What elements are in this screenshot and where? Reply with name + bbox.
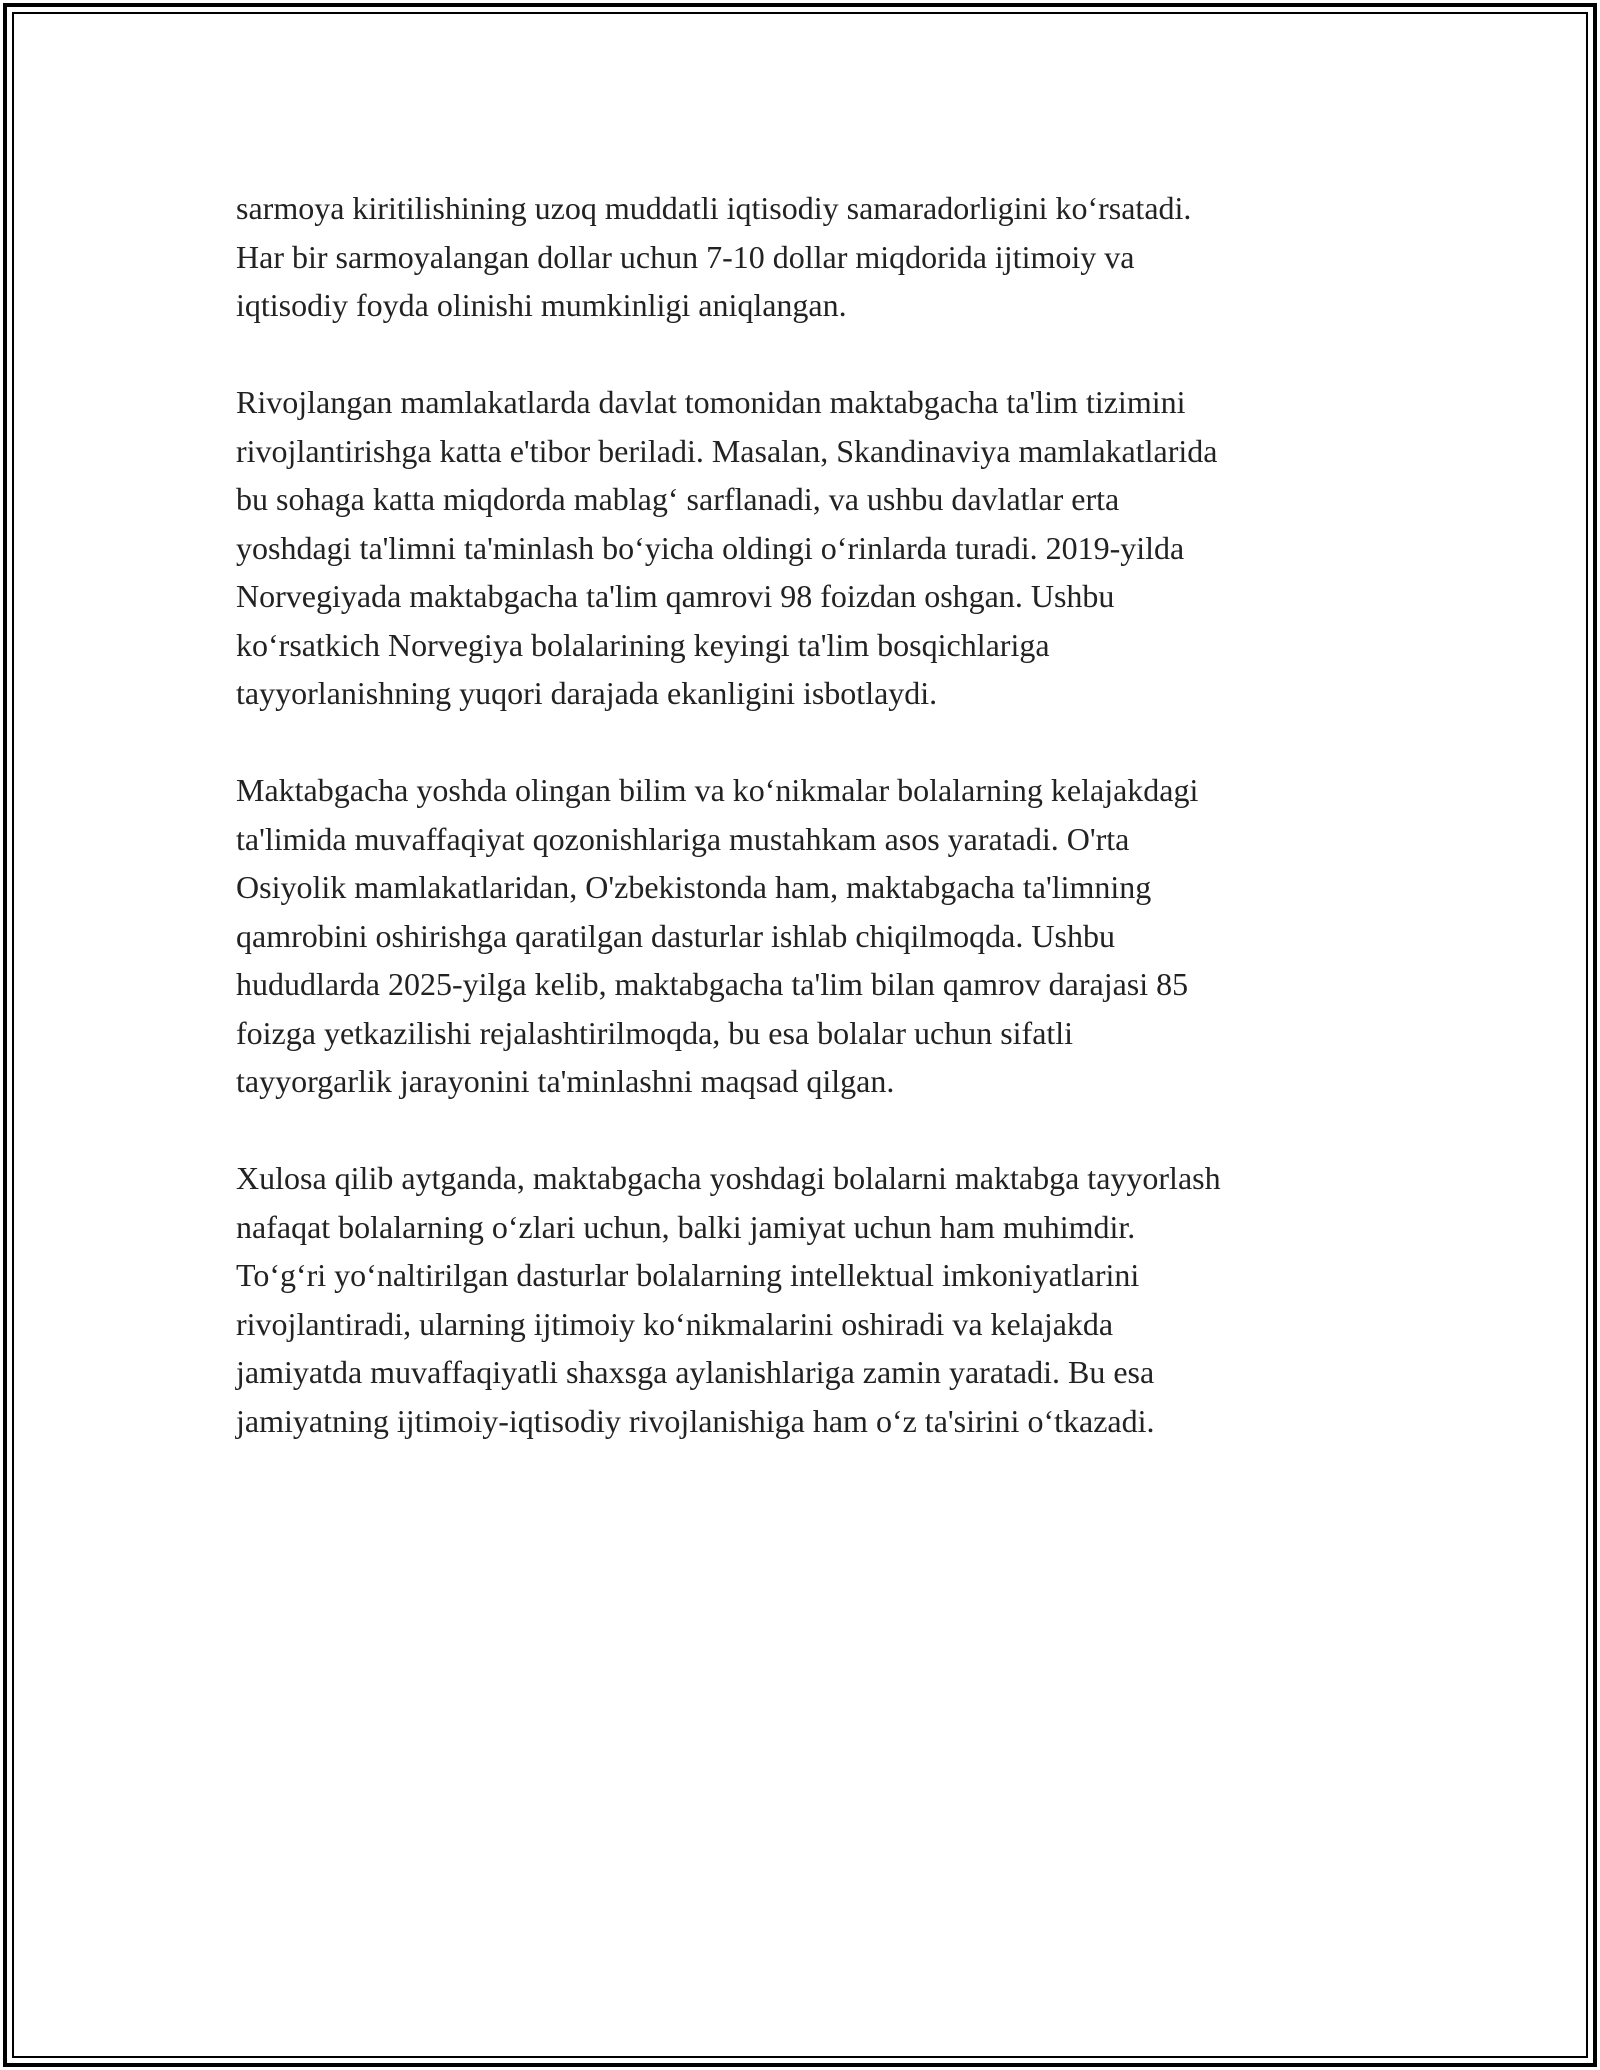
paragraph-conclusion: Xulosa qilib aytganda, maktabgacha yoshdagi bolalarni maktabga tayyorlash nafaqat bolalarning o‘zlari uchun, balki jamiyat uchun ham muhimdir. To‘g‘ri yo‘naltirilgan dasturlar bolalarning intellektual imkoniyatlarini rivojlantiradi, ularning ijtimoiy ko‘nikmalarini oshiradi va kelajakda jamiyatda muvaffaqiyatli shaxsga aylanishlariga zamin yaratadi. Bu esa jamiyatning ijtimoiy-iqtisodiy rivojlanishiga ham o‘z ta'sirini o‘tkazadi.	[236, 1160, 1221, 1439]
document-body	[236, 184, 1376, 1445]
paragraph-developed-countries: Rivojlangan mamlakatlarda davlat tomonidan maktabgacha ta'lim tizimini rivojlantirishga katta e'tibor beriladi. Masalan, Skandinaviya mamlakatlarida bu sohaga katta miqdorda mablag‘ sarflanadi, va ushbu davlatlar erta yoshdagi ta'limni ta'minlash bo‘yicha oldingi o‘rinlarda turadi. 2019-yilda Norvegiyada maktabgacha ta'lim qamrovi 98 foizdan oshgan. Ushbu ko‘rsatkich Norvegiya bolalarining keyingi ta'lim bosqichlariga tayyorlanishning yuqori darajada ekanligini isbotlaydi.	[236, 384, 1218, 711]
paragraph-economic-return: sarmoya kiritilishining uzoq muddatli iqtisodiy samaradorligini ko‘rsatadi. Har bir sarmoyalangan dollar uchun 7-10 dollar miqdorida ijtimoiy va iqtisodiy foyda olinishi mumkinligi aniqlangan.	[236, 190, 1192, 323]
paragraph-central-asia: Maktabgacha yoshda olingan bilim va ko‘nikmalar bolalarning kelajakdagi ta'limida muvaffaqiyat qozonishlariga mustahkam asos yaratadi. O'rta Osiyolik mamlakatlaridan, O'zbekistonda ham, maktabgacha ta'limning qamrobini oshirishga qaratilgan dasturlar ishlab chiqilmoqda. Ushbu hududlarda 2025-yilga kelib, maktabgacha ta'lim bilan qamrov darajasi 85 foizga yetkazilishi rejalashtirilmoqda, bu esa bolalar uchun sifatli tayyorgarlik jarayonini ta'minlashni maqsad qilgan.	[236, 772, 1199, 1099]
